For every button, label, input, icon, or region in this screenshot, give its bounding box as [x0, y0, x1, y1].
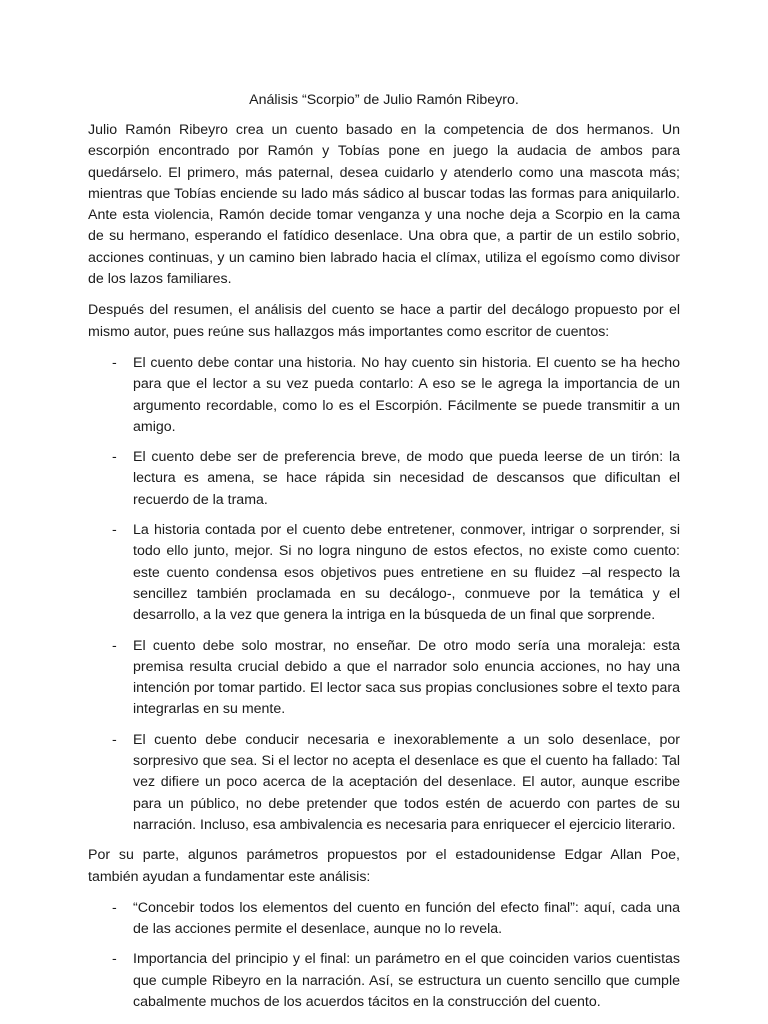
poe-list [88, 898, 680, 1013]
bullet-marker: - [112, 522, 117, 539]
decalogue-intro-paragraph: Después del resumen, el análisis del cuento se hace a partir del decálogo propuesto por el mismo autor, pues reúne sus hallazgos más importantes como escritor de cuentos: [88, 302, 680, 340]
list-item [88, 949, 680, 1013]
list-item-text: El cuento debe solo mostrar, no enseñar. De otro modo sería una moraleja: esta premisa resulta crucial debido a que el narrador solo enuncia acciones, no hay una intención por tomar partido. El lector saca sus propias conclusiones sobre el texto para integrarlas en su mente. [133, 637, 680, 718]
bullet-marker: - [112, 899, 117, 916]
decalogue-list [88, 353, 680, 836]
intro-paragraph: Julio Ramón Ribeyro crea un cuento basado en la competencia de dos hermanos. Un escorpión encontrado por Ramón y Tobías pone en juego la audacia de ambos para quedárselo. El primero, más paternal, desea cuidarlo y atenderlo como una mascota más; mientras que Tobías enciende su lado más sádico al buscar todas las formas para aniquilarlo. Ante esta violencia, Ramón decide tomar venganza y una noche deja a Scorpio en la cama de su hermano, esperando el fatídico desenlace. Una obra que, a partir de un estilo sobrio, acciones continuas, y un camino bien labrado hacia el clímax, utiliza el egoísmo como divisor de los lazos familiares. [88, 122, 680, 288]
bullet-marker: - [112, 637, 117, 654]
bullet-marker: - [112, 449, 117, 466]
list-item [88, 730, 680, 836]
poe-intro-paragraph: Por su parte, algunos parámetros propuestos por el estadounidense Edgar Allan Poe, también ayudan a fundamentar este análisis: [88, 847, 680, 885]
list-item [88, 447, 680, 511]
list-item-text: El cuento debe conducir necesaria e inexorablemente a un solo desenlace, por sorpresivo que sea. Si el lector no acepta el desenlace es que el cuento ha fallado: Tal vez difiere un poco acerca de la aceptación del desenlace. El autor, aunque escribe para un público, no debe pretender que todos estén de acuerdo con partes de su narración. Incluso, esa ambivalencia es necesaria para enriquecer el ejercicio literario. [133, 731, 680, 833]
bullet-marker: - [112, 731, 117, 748]
list-item-text: Importancia del principio y el final: un parámetro en el que coinciden varios cuentistas que cumple Ribeyro en la narración. Así, se estructura un cuento sencillo que cumple cabalmente muchos de los acuerdos tácitos en la construcción del cuento. [133, 951, 680, 1010]
list-item [88, 520, 680, 626]
list-item-text: El cuento debe ser de preferencia breve, de modo que pueda leerse de un tirón: la lectura es amena, se hace rápida sin necesidad de descansos que dificultan el recuerdo de la trama. [133, 449, 680, 508]
bullet-marker: - [112, 354, 117, 371]
list-item [88, 636, 680, 721]
list-item-text: El cuento debe contar una historia. No hay cuento sin historia. El cuento se ha hecho para que el lector a su vez pueda contarlo: A eso se le agrega la importancia de un argumento recordable, como lo es el Escorpión. Fácilmente se puede transmitir a un amigo. [133, 354, 680, 435]
bullet-marker: - [112, 951, 117, 968]
list-item-text: La historia contada por el cuento debe entretener, conmover, intrigar o sorprender, si todo ello junto, mejor. Si no logra ninguno de estos efectos, no existe como cuento: este cuento condensa esos objetivos pues entretiene en su fluidez –al respecto la sencillez también proclamada en su decálogo-, conmueve por la temática y el desarrollo, a la vez que genera la intriga en la búsqueda de un final que sorprende. [133, 522, 680, 624]
list-item [88, 898, 680, 941]
list-item-text: “Concebir todos los elementos del cuento en función del efecto final”: aquí, cada una de las acciones permite el desenlace, aunque no lo revela. [133, 899, 680, 938]
list-item [88, 353, 680, 438]
document-title: Análisis “Scorpio” de Julio Ramón Ribeyro. [249, 92, 519, 108]
